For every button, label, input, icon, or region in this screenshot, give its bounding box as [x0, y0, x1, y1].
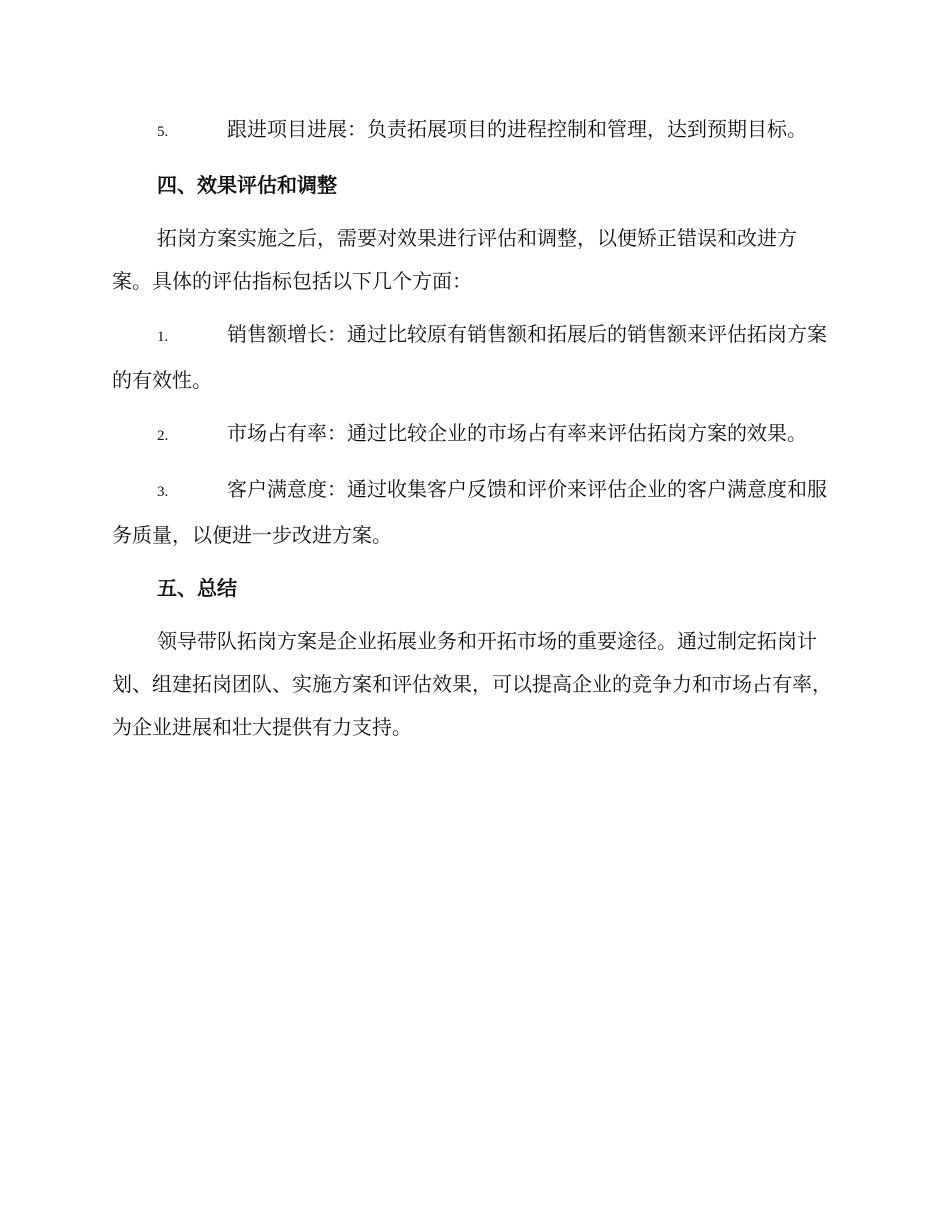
- list-item-3: [112, 468, 834, 557]
- list-item-text: 客户满意度：通过收集客户反馈和评价来评估企业的客户满意度和服务质量，以便进一步改进方案。: [112, 477, 827, 547]
- section-5-body: 领导带队拓岗方案是企业拓展业务和开拓市场的重要途径。通过制定拓岗计划、组建拓岗团队、实施方案和评估效果，可以提高企业的竞争力和市场占有率，为企业进展和壮大提供有力支持。: [112, 629, 832, 739]
- list-item-5: [112, 108, 834, 154]
- list-item-text: 销售额增长：通过比较原有销售额和拓展后的销售额来评估拓岗方案的有效性。: [112, 322, 827, 392]
- list-item-number: 2.: [157, 428, 169, 444]
- list-item-2: [112, 412, 834, 458]
- document-page: [112, 108, 834, 759]
- section-4-intro: 拓岗方案实施之后，需要对效果进行评估和调整，以便矫正错误和改进方案。具体的评估指标包括以下几个方面：: [112, 226, 797, 293]
- list-item-number: 5.: [157, 124, 169, 140]
- section-4-heading: 四、效果评估和调整: [157, 173, 337, 197]
- list-item-number: 3.: [157, 484, 169, 500]
- list-item-number: 1.: [157, 329, 169, 345]
- list-item-1: [112, 313, 834, 402]
- section-5-heading: 五、总结: [157, 576, 237, 600]
- list-item-text: 跟进项目进展：负责拓展项目的进程控制和管理，达到预期目标。: [227, 117, 807, 141]
- list-item-text: 市场占有率：通过比较企业的市场占有率来评估拓岗方案的效果。: [227, 421, 807, 445]
